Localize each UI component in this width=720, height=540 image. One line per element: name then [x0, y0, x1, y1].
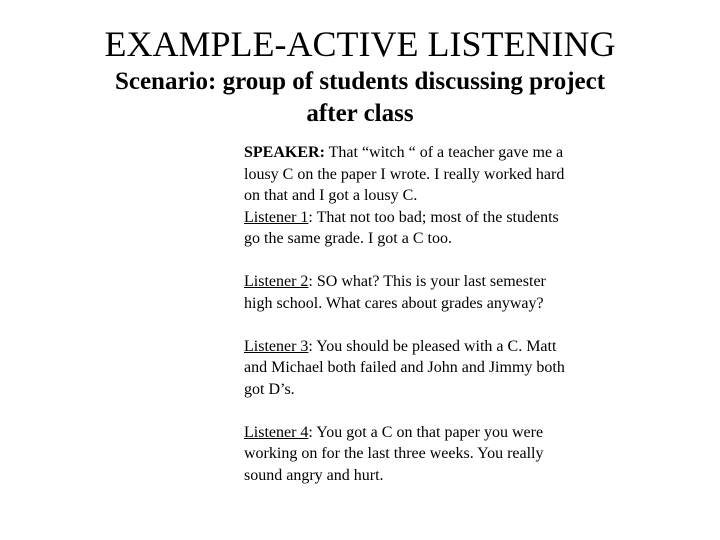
speaker-text: That “witch “ of a teacher gave me a lousy C on the paper I wrote. I really worked hard on that and I got a lousy C.: [244, 144, 565, 204]
listener-3-text: : You should be pleased with a C. Matt and Michael both failed and John and Jimmy both got D’s.: [244, 337, 565, 398]
paragraph-gap: [244, 400, 574, 422]
listener-4-label: Listener 4: [244, 423, 309, 441]
slide-title: EXAMPLE-ACTIVE LISTENING: [104, 24, 616, 64]
listener-2-response: [244, 271, 574, 314]
listener-1-text: : That not too bad; most of the students go the same grade. I got a C too.: [244, 208, 559, 247]
listener-3-response: [244, 336, 574, 401]
listener-4-response: [244, 422, 574, 487]
listener-1-label: Listener 1: [244, 208, 309, 226]
speaker-label: SPEAKER:: [244, 144, 325, 161]
subtitle-line-1: Scenario: group of students discussing project: [114, 68, 606, 95]
listener-3-label: Listener 3: [244, 337, 309, 355]
listener-1-response: [244, 207, 574, 250]
speaker-statement: [244, 142, 574, 207]
listener-2-text: : SO what? This is your last semester high school. What cares about grades anyway?: [244, 273, 546, 312]
dialogue-body: [244, 142, 574, 486]
listener-2-label: Listener 2: [244, 273, 309, 290]
subtitle-line-2: after class: [306, 100, 414, 127]
listener-4-text: : You got a C on that paper you were working on for the last three weeks. You really sound angry and hurt.: [244, 423, 544, 484]
paragraph-gap: [244, 250, 574, 272]
slide-subtitle: [0, 66, 720, 130]
paragraph-gap: [244, 314, 574, 336]
